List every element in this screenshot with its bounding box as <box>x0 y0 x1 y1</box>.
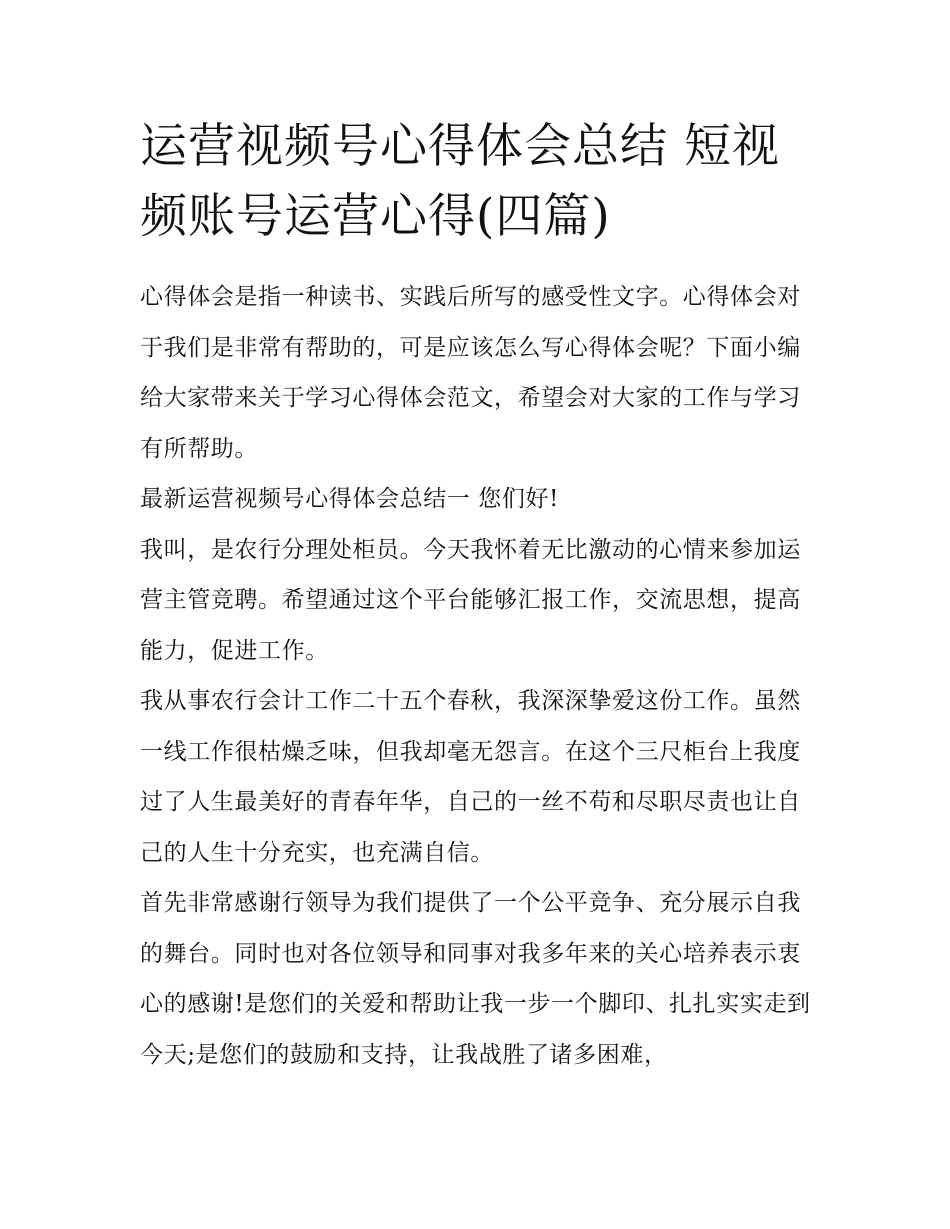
document-body <box>140 272 812 1080</box>
document-title: 运营视频号心得体会总结 短视频账号运营心得(四篇) <box>140 119 780 244</box>
paragraph-experience: 我从事农行会计工作二十五个春秋，我深深挚爱这份工作。虽然一线工作很枯燥乏味，但我却毫无怨言。在这个三尺柜台上我度过了人生最美好的青春年华，自己的一丝不苟和尽职尽责也让自己的人生十分充实，也充满自信。 <box>140 688 801 866</box>
paragraph-intro: 心得体会是指一种读书、实践后所写的感受性文字。心得体会对于我们是非常有帮助的，可是应该怎么写心得体会呢？下面小编给大家带来关于学习心得体会范文，希望会对大家的工作与学习有所帮助。 <box>140 284 801 462</box>
document-content <box>140 112 812 1080</box>
paragraph-thanks: 首先非常感谢行领导为我们提供了一个公平竞争、充分展示自我的舞台。同时也对各位领导和同事对我多年来的关心培养表示衷心的感谢!是您们的关爱和帮助让我一步一个脚印、扎扎实实走到今天;是您们的鼓励和支持，让我战胜了诸多困难， <box>140 890 811 1068</box>
paragraph-self-intro: 我叫，是农行分理处柜员。今天我怀着无比激动的心情来参加运营主管竞聘。希望通过这个平台能够汇报工作，交流思想，提高能力，促进工作。 <box>140 536 801 664</box>
paragraph-greeting: 最新运营视频号心得体会总结一 您们好! <box>140 486 559 512</box>
